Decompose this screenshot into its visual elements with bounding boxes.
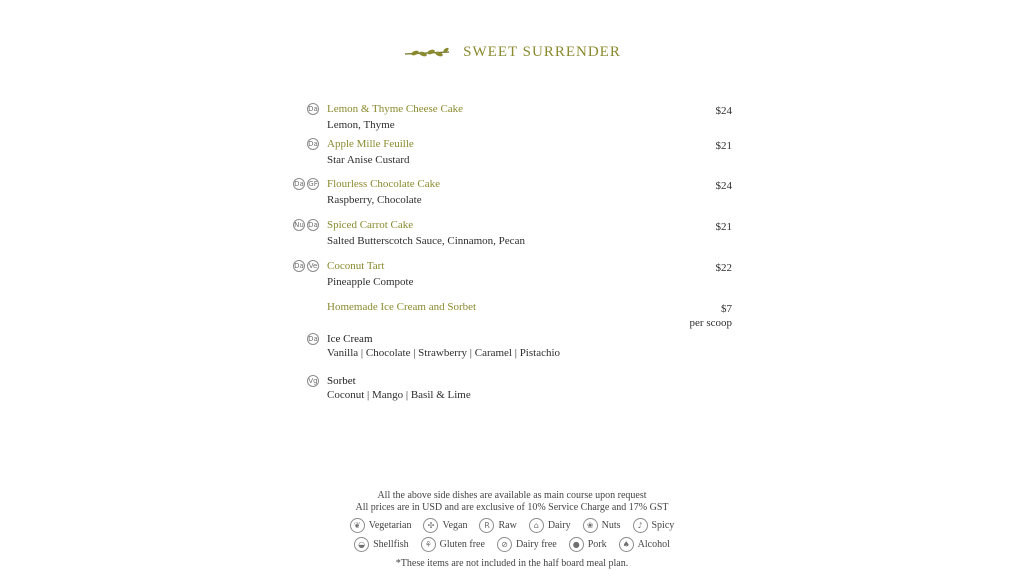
- legend-dairy-free: ⊘ Dairy free: [497, 537, 557, 552]
- item-desc: Lemon, Thyme: [327, 119, 395, 131]
- footer-line-1: All the above side dishes are available as main course upon request: [377, 490, 647, 501]
- item-name: Ice Cream: [327, 333, 373, 345]
- gluten-free-icon: GF: [307, 178, 319, 190]
- item-name: Coconut Tart: [327, 260, 385, 272]
- chili-icon: ♪: [633, 518, 648, 533]
- menu-footer: [0, 490, 1024, 570]
- dairy-icon: Da: [307, 138, 319, 150]
- item-desc: Coconut | Mango | Basil & Lime: [327, 389, 471, 401]
- dairy-icon: Da: [307, 219, 319, 231]
- olive-sprig-icon: [403, 46, 451, 60]
- dairy-free-icon: ⊘: [497, 537, 512, 552]
- dessert-menu: [288, 102, 734, 404]
- dairy-icon: Da: [307, 103, 319, 115]
- legend-raw: R Raw: [479, 518, 516, 533]
- legend-spicy: ♪ Spicy: [633, 518, 675, 533]
- item-price: $21: [715, 140, 732, 152]
- alcohol-icon: ♠: [619, 537, 634, 552]
- nuts-icon: Nu: [293, 219, 305, 231]
- legend-nuts: ❀ Nuts: [583, 518, 621, 533]
- footer-note: *These items are not included in the half board meal plan.: [395, 558, 629, 569]
- item-desc: Salted Butterscotch Sauce, Cinnamon, Pecan: [327, 235, 525, 247]
- sub-item-icecream: [288, 332, 734, 362]
- sub-item-sorbet: [288, 374, 734, 404]
- shellfish-icon: ◒: [354, 537, 369, 552]
- legend-pork: ● Pork: [569, 537, 607, 552]
- dairy-icon: Da: [293, 178, 305, 190]
- item-name: Sorbet: [327, 375, 356, 387]
- menu-item: [288, 177, 734, 209]
- item-desc: Pineapple Compote: [327, 276, 414, 288]
- menu-item: [288, 102, 734, 130]
- item-desc: Star Anise Custard: [327, 154, 410, 166]
- item-desc: Vanilla | Chocolate | Strawberry | Caramel | Pistachio: [327, 347, 561, 359]
- legend-row-1: [0, 518, 1024, 533]
- legend-shellfish: ◒ Shellfish: [354, 537, 409, 552]
- item-name: Lemon & Thyme Cheese Cake: [327, 103, 464, 115]
- menu-item: [288, 259, 734, 291]
- footer-line-2: All prices are in USD and are exclusive of 10% Service Charge and 17% GST: [355, 502, 669, 513]
- item-price: $24: [715, 180, 732, 192]
- item-price: $7 per scoop: [689, 303, 732, 329]
- item-name: Spiced Carrot Cake: [327, 219, 414, 231]
- item-name: Flourless Chocolate Cake: [327, 178, 441, 190]
- pork-icon: ●: [569, 537, 584, 552]
- legend-row-2: [0, 537, 1024, 552]
- raw-icon: R: [479, 518, 494, 533]
- dairy-icon: ⌂: [529, 518, 544, 533]
- legend-vegan: ✣ Vegan: [423, 518, 467, 533]
- item-name: Homemade Ice Cream and Sorbet: [327, 301, 477, 313]
- dairy-icon: Da: [307, 333, 319, 345]
- legend-vegetarian: ❦ Vegetarian: [350, 518, 412, 533]
- legend-gluten-free: ⚘ Gluten free: [421, 537, 485, 552]
- menu-header: [0, 44, 1024, 61]
- dairy-icon: Da: [293, 260, 305, 272]
- legend-alcohol: ♠ Alcohol: [619, 537, 670, 552]
- item-desc: Raspberry, Chocolate: [327, 194, 422, 206]
- item-name: Apple Mille Feuille: [327, 138, 414, 150]
- leaf-icon: ❦: [350, 518, 365, 533]
- nuts-icon: ❀: [583, 518, 598, 533]
- vegetarian-icon: Ve: [307, 260, 319, 272]
- item-price: $21: [715, 221, 732, 233]
- vegan-icon: Vg: [307, 375, 319, 387]
- item-price: $22: [715, 262, 732, 274]
- gluten-free-icon: ⚘: [421, 537, 436, 552]
- menu-item: [288, 137, 734, 169]
- menu-item: [288, 218, 734, 250]
- vegan-icon: ✣: [423, 518, 438, 533]
- page-title: SWEET SURRENDER: [463, 44, 621, 60]
- legend-dairy: ⌂ Dairy: [529, 518, 571, 533]
- menu-item-icecream: [288, 300, 734, 328]
- item-price: $24: [715, 105, 732, 117]
